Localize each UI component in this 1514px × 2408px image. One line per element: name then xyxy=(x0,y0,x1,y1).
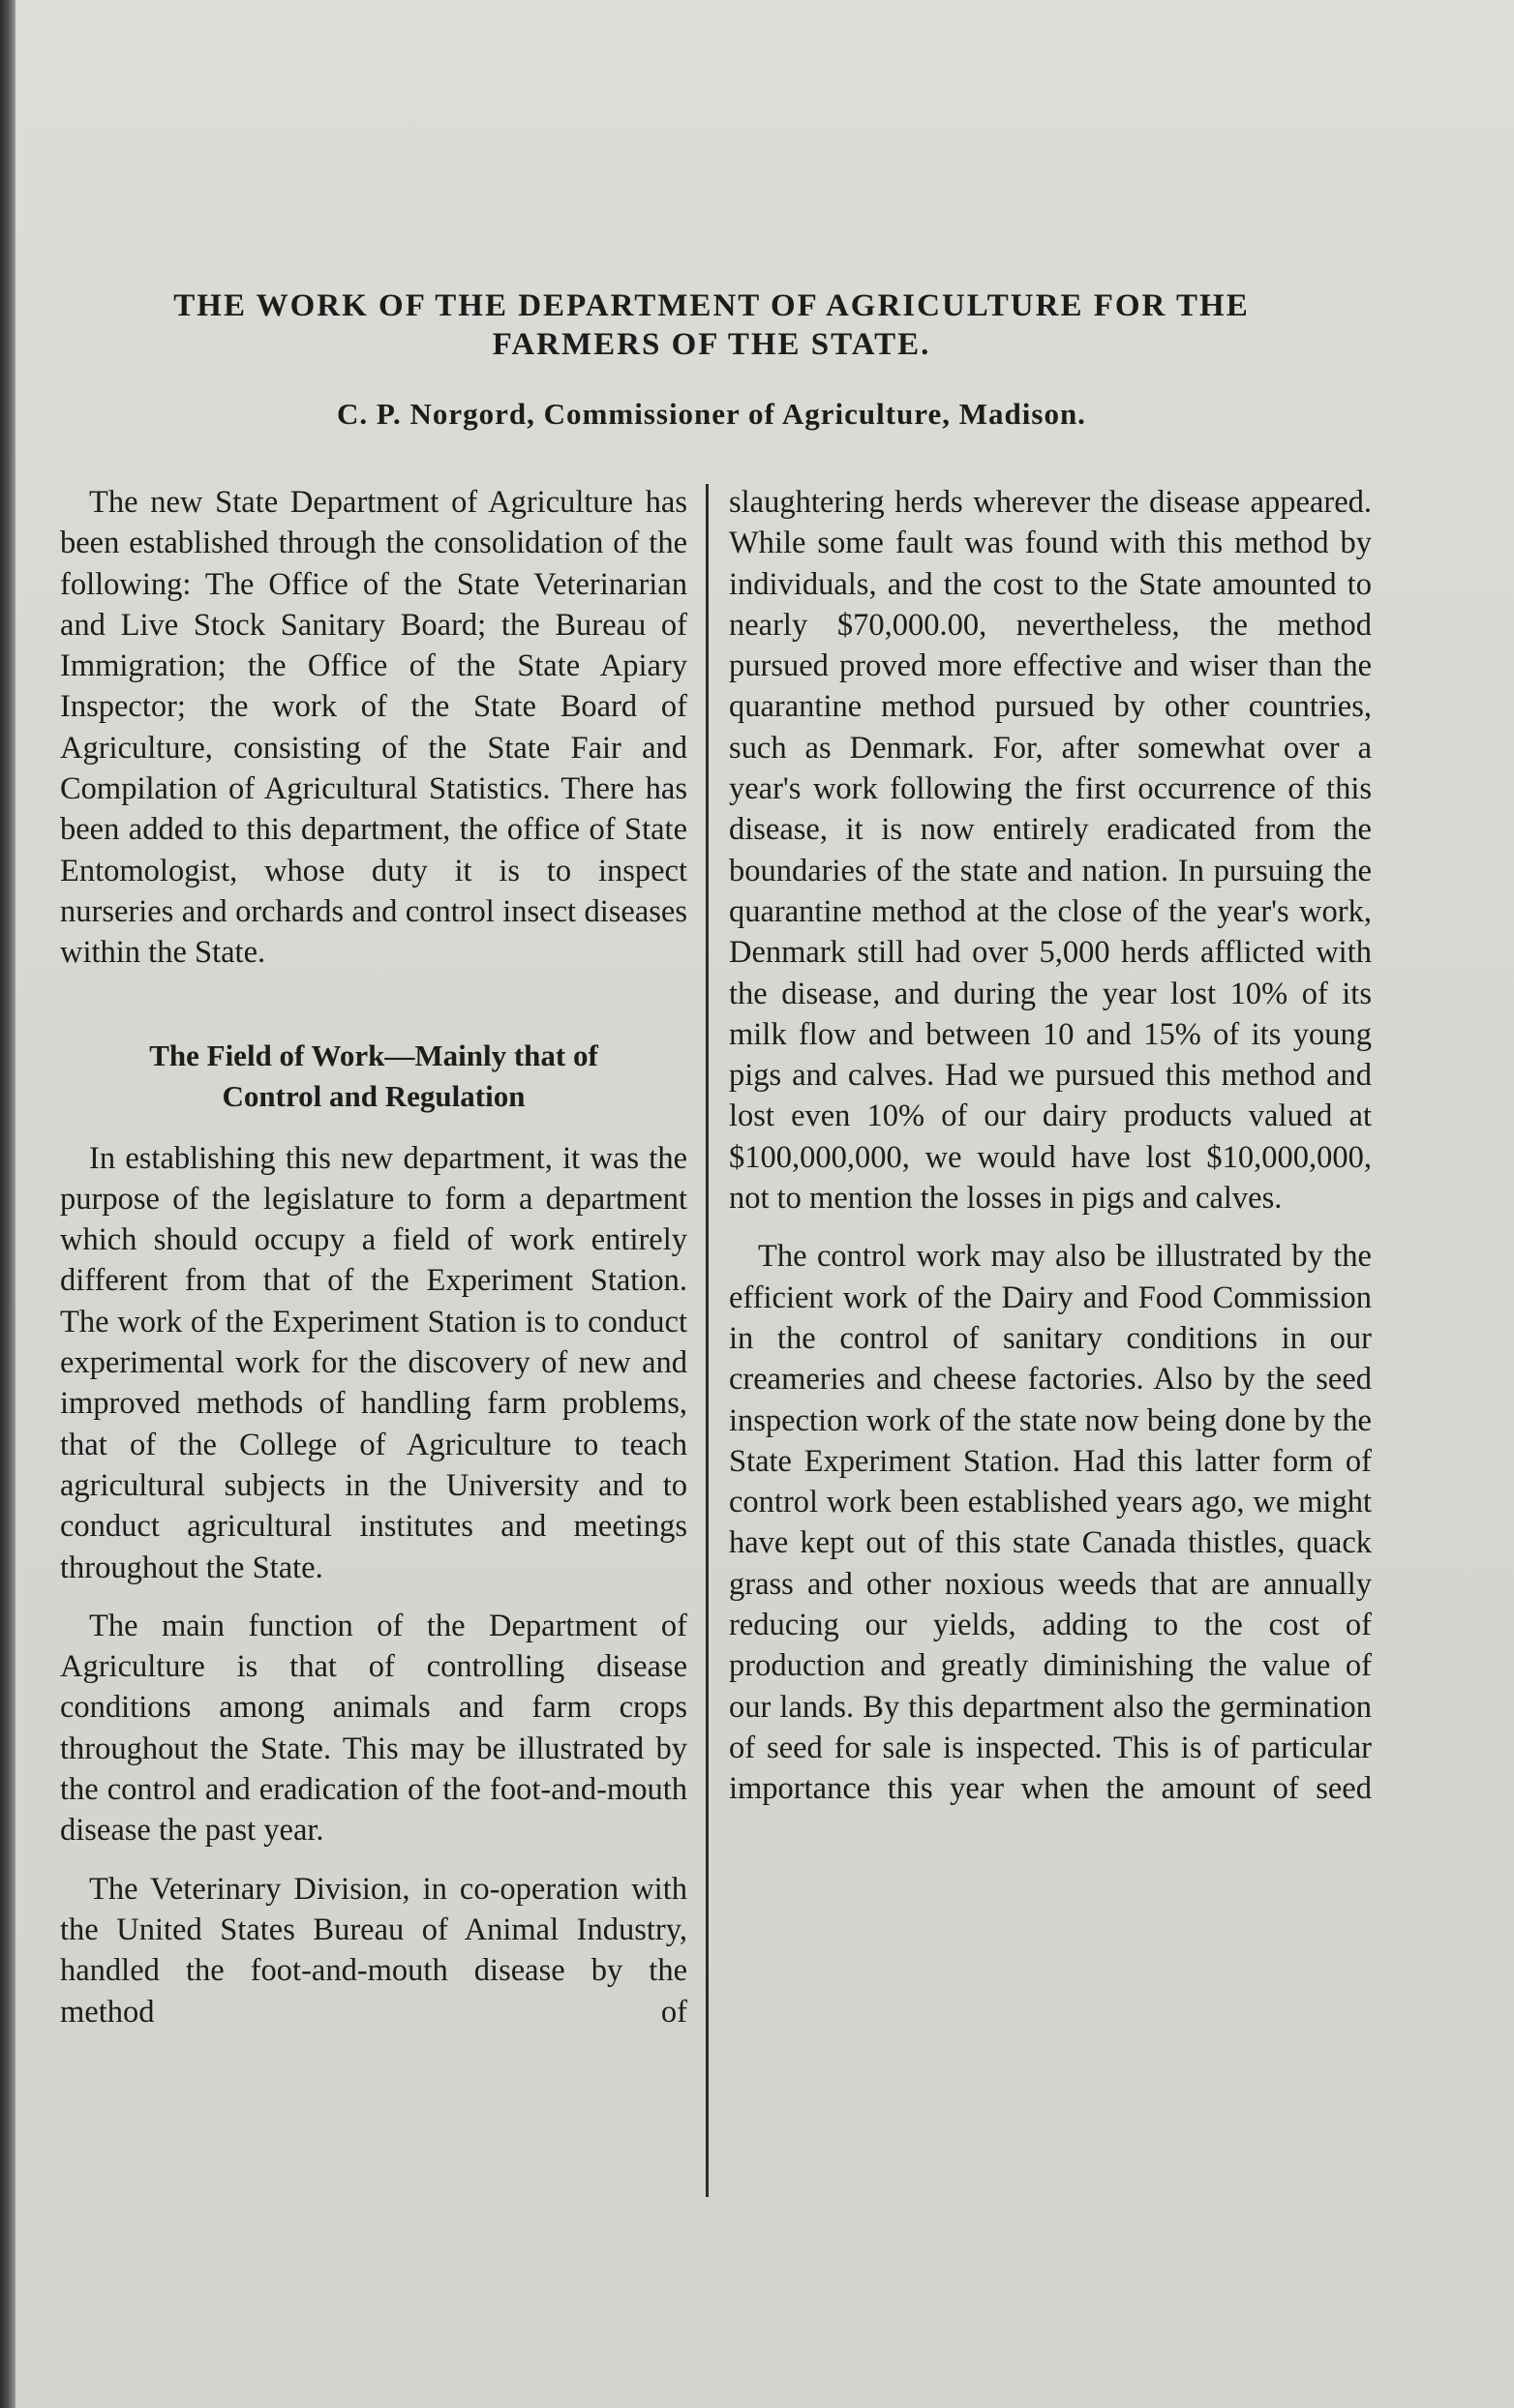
left-column xyxy=(60,482,687,2032)
paragraph: slaughtering herds wherever the disease appeared. While some fault was found with this method by individuals, and the cost to the State amounted to nearly $70,000.00, nevertheless, the method pursued proved more effective and wiser than the quarantine method pursued by other countries, such as Denmark. For, after somewhat over a year's work following the first occurrence of this disease, it is now entirely eradicated from the boundaries of the state and nation. In pursuing the quarantine method at the close of the year's work, Denmark still had over 5,000 herds afflicted with the disease, and during the year lost 10% of its milk flow and between 10 and 15% of its young pigs and calves. Had we pursued this method and lost even 10% of our dairy products valued at $100,000,000, we would have lost $10,000,000, not to mention the losses in pigs and calves. xyxy=(729,485,1372,1217)
paragraph: The new State Department of Agriculture has been established through the consolidation of the following: The Office of the State Veterinarian and Live Stock Sanitary Board; the Bureau of Immigration; the Office of the State Apiary Inspector; the work of the State Board of Agriculture, consisting of the State Fair and Compilation of Agricultural Statistics. There has been added to this department, the office of State Entomologist, whose duty it is to inspect nurseries and orchards and control insect diseases within the State. xyxy=(60,485,687,971)
article-byline: C. P. Norgord, Commissioner of Agriculture, Madison. xyxy=(337,397,1086,431)
title-line-2: FARMERS OF THE STATE. xyxy=(492,327,931,362)
article-title xyxy=(53,286,1370,364)
section-heading-line-2: Control and Regulation xyxy=(222,1078,526,1113)
paragraph: The control work may also be illustrated by the efficient work of the Dairy and Food Commission in the control of sanitary conditions in our creameries and cheese factories. Also by the seed inspection work of the state now being done by the State Experiment Station. Had this latter form of control work been established years ago, we might have kept out of this state Canada thistles, quack grass and other noxious weeds that are annually reducing our yields, adding to the cost of production and greatly diminishing the value of our lands. By this department also the germination of seed for sale is inspected. This is of particular importance this year when the amount of seed xyxy=(729,1239,1372,1807)
column-divider xyxy=(706,484,709,2197)
paragraph: The Veterinary Division, in co-operation with the United States Bureau of Animal Industry, handled the foot-and-mouth disease by the method of xyxy=(60,1871,687,2030)
paragraph: The main function of the Department of Agriculture is that of controlling disease conditions among animals and farm crops throughout the State. This may be illustrated by the control and eradication of the foot-and-mouth disease the past year. xyxy=(60,1608,687,1849)
title-line-1: THE WORK OF THE DEPARTMENT OF AGRICULTURE FOR THE xyxy=(173,288,1250,323)
section-heading xyxy=(60,1036,687,1117)
section-heading-line-1: The Field of Work—Mainly that of xyxy=(149,1038,598,1072)
paragraph: In establishing this new department, it was the purpose of the legislature to form a department which should occupy a field of work entirely different from that of the Experiment Station. The work of the Experiment Station is to conduct experimental work for the discovery of new and improved methods of handling farm problems, that of the College of Agriculture to teach agricultural subjects in the University and to conduct agricultural institutes and meetings throughout the State. xyxy=(60,1140,687,1585)
binding-edge xyxy=(0,0,15,2408)
right-column xyxy=(729,482,1372,1810)
